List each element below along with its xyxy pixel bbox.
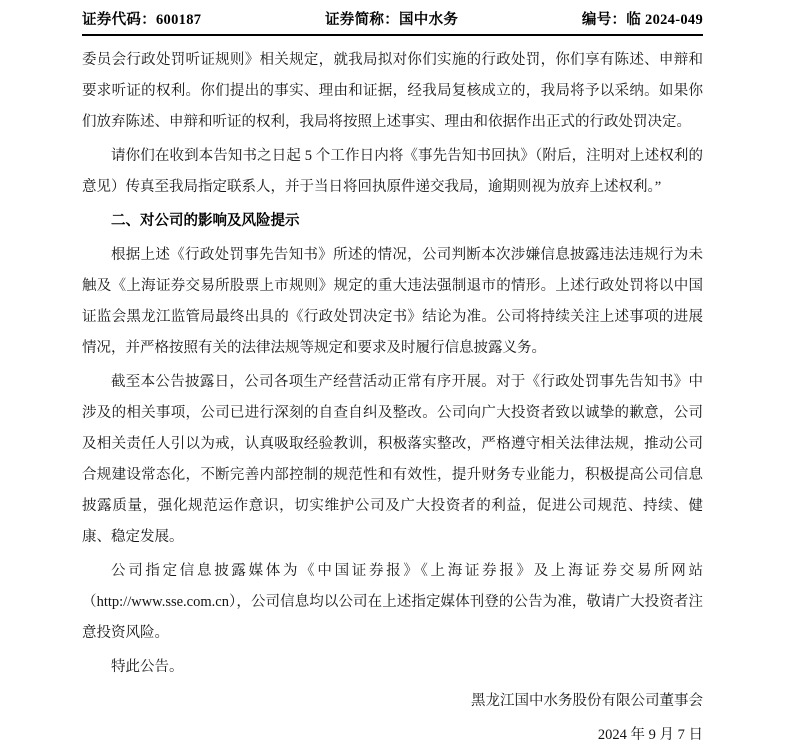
section-heading-impact-risk: 二、对公司的影响及风险提示 [111, 213, 300, 229]
paragraph-closing: 特此公告。 [111, 659, 184, 675]
document-body [82, 45, 703, 751]
stock-abbr-label: 证券简称：国中水务 [325, 12, 459, 28]
stock-code-label: 证券代码：600187 [82, 12, 202, 28]
paragraph-rectification: 截至本公告披露日，公司各项生产经营活动正常有序开展。对于《行政处罚事先告知书》中涉及的相关事项，公司已进行深刻的自查自纠及整改。公司向广大投资者致以诚挚的歉意，公司及相关责任人引以为戒，认真吸取经验教训，积极落实整改，严格遵守相关法律法规，推动公司合规建设常态化，不断完善内部控制的规范性和有效性，提升财务专业能力，积极提高公司信息披露质量，强化规范运作意识，切实维护公司及广大投资者的利益，促进公司规范、持续、健康、稳定发展。 [82, 374, 703, 545]
paragraph-disclosure-media: 公司指定信息披露媒体为《中国证券报》《上海证券报》及上海证券交易所网站（http://www.sse.com.cn），公司信息均以公司在上述指定媒体刊登的公告为准，敬请广大投资者注意投资风险。 [82, 563, 703, 641]
date-line: 2024 年 9 月 7 日 [597, 727, 703, 743]
paragraph-judgement: 根据上述《行政处罚事先告知书》所述的情况，公司判断本次涉嫌信息披露违法违规行为未触及《上海证券交易所股票上市规则》规定的重大违法强制退市的情形。上述行政处罚将以中国证监会黑龙江监管局最终出具的《行政处罚决定书》结论为准。公司将持续关注上述事项的进展情况，并严格按照有关的法律法规等规定和要求及时履行信息披露义务。 [82, 247, 703, 356]
paragraph-continuation: 委员会行政处罚听证规则》相关规定，就我局拟对你们实施的行政处罚，你们享有陈述、申辩和要求听证的权利。你们提出的事实、理由和证据，经我局复核成立的，我局将予以采纳。如果你们放弃陈述、申辩和听证的权利，我局将按照上述事实、理由和依据作出正式的行政处罚决定。 [82, 52, 703, 130]
doc-number-label: 编号：临 2024-049 [581, 12, 703, 28]
document-header [82, 8, 703, 36]
paragraph-reply-instructions: 请你们在收到本告知书之日起 5 个工作日内将《事先告知书回执》（附后，注明对上述权利的意见）传真至我局指定联系人，并于当日将回执原件递交我局，逾期则视为放弃上述权利。” [82, 148, 703, 195]
signature-line: 黑龙江国中水务股份有限公司董事会 [471, 693, 703, 709]
